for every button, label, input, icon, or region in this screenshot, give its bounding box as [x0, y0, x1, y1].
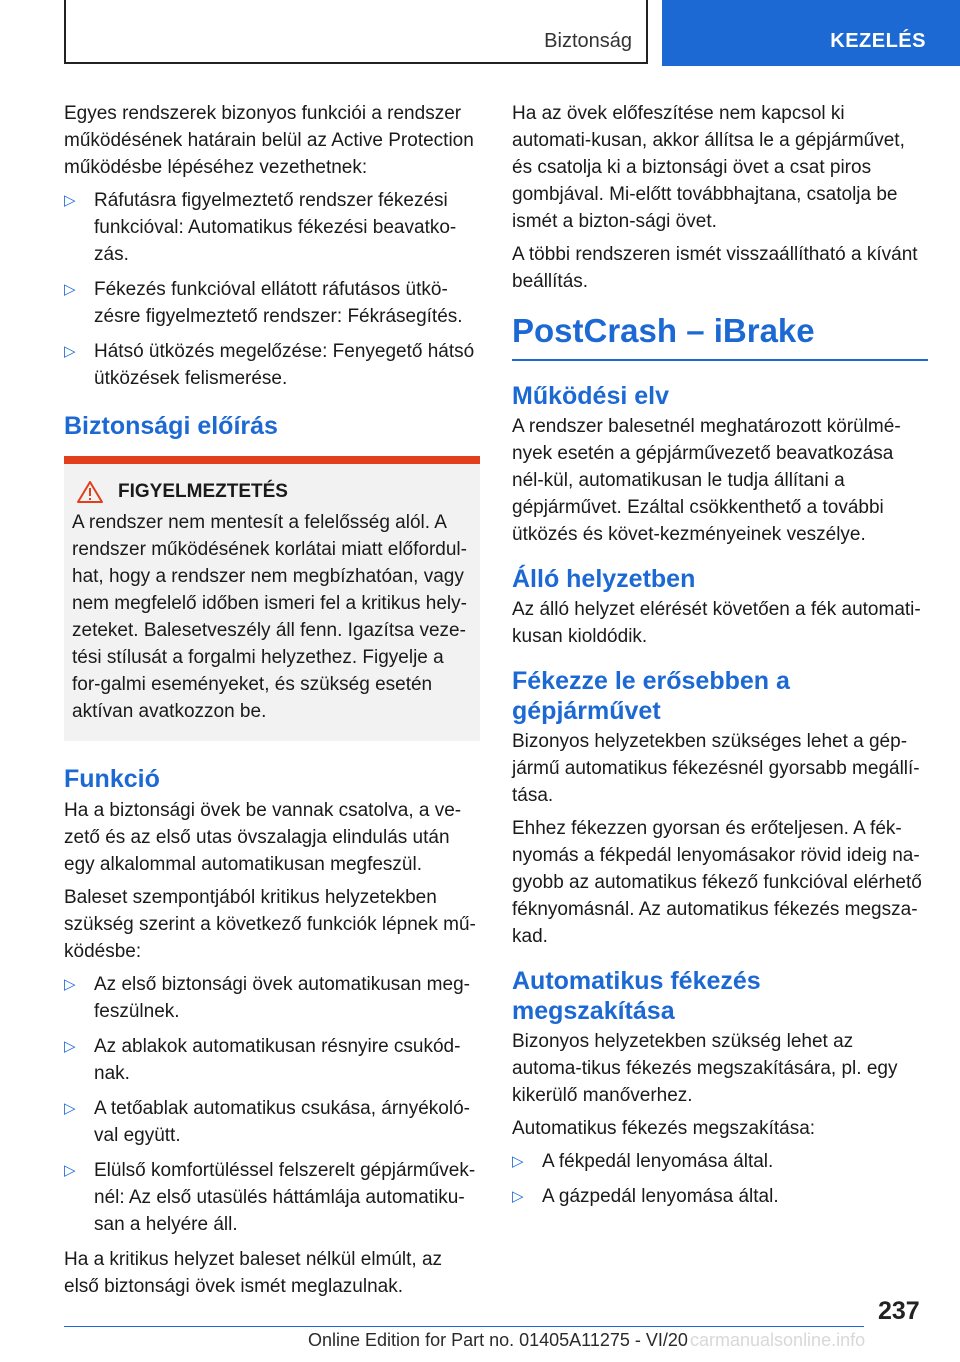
warning-text: A rendszer nem mentesít a felelősség alól. A rendszer működésének korlátai miatt előfordul-hat, hogy a rendszer nem megbízhatóan, vagy nem megfelelő időben ismeri fel a kritikus hely-zeteket. Balesetveszély áll fenn. Igazítsa veze-tési stílusát a forgalmi helyzethez. Figyelje a for-galmi eseményeket, és szükség esetén aktívan avatkozzon be. — [72, 512, 467, 722]
principle-paragraph: A rendszer balesetnél meghatározott körülmé-nyek esetén a gépjárművezető beavatkozása nél-kül, automatikusan le tudja állítani a gépjárművet. Ezáltal csökkenthető a további ütközés és követ-kezményeinek veszélye. — [512, 416, 901, 545]
triangle-bullet-icon: ▷ — [512, 1153, 524, 1170]
interrupt-heading: Automatikus fékezés megszakítása — [512, 967, 761, 1025]
principle-heading: Működési elv — [512, 382, 669, 410]
chapter-title: KEZELÉS — [830, 30, 926, 52]
list-item: ▷ A tetőablak automatikus csukása, árnyékoló-val együtt. — [64, 1095, 480, 1149]
list-item: ▷ A fékpedál lenyomása által. — [512, 1148, 928, 1175]
warning-title-row — [72, 478, 474, 505]
triangle-bullet-icon: ▷ — [64, 1038, 76, 1055]
function-paragraph: Ha a kritikus helyzet baleset nélkül elmúlt, az első biztonsági övek ismét meglazulnak. — [64, 1249, 443, 1297]
safety-heading: Biztonsági előírás — [64, 412, 278, 440]
interrupt-paragraph: Bizonyos helyzetekben szükség lehet az automa-tikus fékezés megszakítására, pl. egy kikerülő manőverhez. — [512, 1031, 898, 1106]
interrupt-list — [512, 1148, 928, 1210]
function-heading: Funkció — [64, 765, 160, 793]
standstill-paragraph: Az álló helyzet elérését követően a fék automati-kusan kioldódik. — [512, 599, 921, 647]
triangle-bullet-icon: ▷ — [64, 1162, 76, 1179]
list-item: ▷ Az első biztonsági övek automatikusan meg-feszülnek. — [64, 971, 480, 1025]
interrupt-paragraph: Automatikus fékezés megszakítása: — [512, 1118, 816, 1139]
section-title: Biztonság — [544, 30, 632, 52]
function-list — [64, 971, 480, 1238]
edition-text: Online Edition for Part no. 01405A11275 - VI/20 — [308, 1330, 688, 1350]
warning-triangle-icon — [76, 480, 104, 504]
watermark: carmanualsonline.info — [690, 1330, 866, 1350]
function-paragraph: Baleset szempontjából kritikus helyzetekben szükség szerint a következő funkciók lépnek mű-ködésbe: — [64, 887, 476, 962]
triangle-bullet-icon: ▷ — [64, 192, 76, 209]
triangle-bullet-icon: ▷ — [64, 976, 76, 993]
standstill-heading: Álló helyzetben — [512, 565, 696, 593]
list-item: ▷ Az ablakok automatikusan résnyire csukód-nak. — [64, 1033, 480, 1087]
warning-box — [64, 456, 480, 741]
function-paragraph: Ha a biztonsági övek be vannak csatolva, a ve-zető és az első utas övszalagja elindulás után egy alkalommal automatikusan megfeszül. — [64, 800, 462, 875]
list-item: ▷ Fékezés funkcióval ellátott ráfutásos ütkö-zésre figyelmeztető rendszer: Fékrásegítés. — [64, 276, 480, 330]
left-column — [64, 100, 480, 1306]
list-item: ▷ A gázpedál lenyomása által. — [512, 1183, 928, 1210]
triangle-bullet-icon: ▷ — [512, 1188, 524, 1205]
list-item: ▷ Hátsó ütközés megelőzése: Fenyegető hátsó ütközések felismerése. — [64, 338, 480, 392]
right-column — [512, 100, 928, 1218]
brake-paragraph: Ehhez fékezzen gyorsan és erőteljesen. A fék-nyomás a fékpedál lenyomásakor rövid ideig na-gyobb az automatikus fékező funkcióval elérhető féknyomásnál. Az automatikus fékezés megsza-kad. — [512, 818, 922, 947]
belt-paragraph: A többi rendszeren ismét visszaállítható a kívánt beállítás. — [512, 244, 918, 292]
page-header — [0, 0, 960, 66]
list-item: ▷ Elülső komfortüléssel felszerelt gépjárművek-nél: Az első utasülés háttámlája automatiku-san a helyére áll. — [64, 1157, 480, 1238]
active-protection-list — [64, 187, 480, 392]
section-tab — [64, 0, 648, 64]
intro-paragraph: Egyes rendszerek bizonyos funkciói a rendszer működésének határain belül az Active Protection működésbe lépéséhez vezethetnek: — [64, 103, 474, 178]
chapter-tab — [662, 0, 960, 66]
brake-harder-heading: Fékezze le erősebben a gépjárművet — [512, 667, 790, 725]
page-number: 237 — [878, 1297, 920, 1325]
brake-paragraph: Bizonyos helyzetekben szükséges lehet a gép-jármű automatikus fékezésnél gyorsabb megállí-tása. — [512, 731, 920, 806]
warning-title: FIGYELMEZTETÉS — [118, 481, 288, 502]
footer-divider — [64, 1326, 864, 1327]
triangle-bullet-icon: ▷ — [64, 281, 76, 298]
belt-paragraph: Ha az övek előfeszítése nem kapcsol ki automati-kusan, akkor állítsa le a gépjárművet, és csatolja ki a biztonsági övet a csat piros gombjával. Mi-előtt továbbhajtana, csatolja be ismét a bizton-sági övet. — [512, 103, 905, 232]
triangle-bullet-icon: ▷ — [64, 343, 76, 360]
list-item: ▷ Ráfutásra figyelmeztető rendszer fékezési funkcióval: Automatikus fékezési beavatko-zás. — [64, 187, 480, 268]
triangle-bullet-icon: ▷ — [64, 1100, 76, 1117]
postcrash-heading: PostCrash – iBrake — [512, 309, 928, 361]
